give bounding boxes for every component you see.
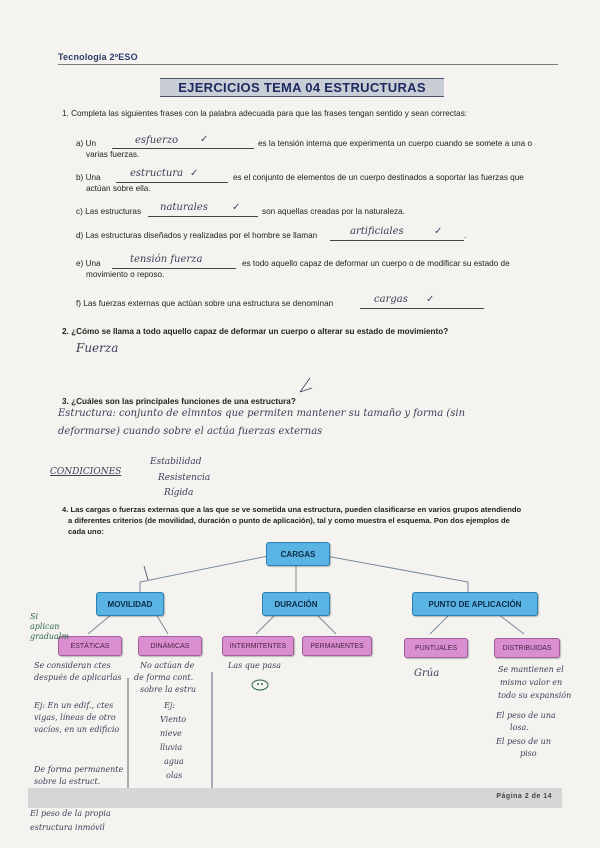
q3-condition-3: Rígida [164,488,194,498]
q1e-label: e) Una [76,259,101,268]
page-number: Página 2 de 14 [496,793,552,800]
note-estaticas-8: El peso de la propia [30,809,111,818]
q1d-text: . [464,231,467,240]
q3-answer-line1: Estructura: conjunto de elmntos que permiten mantener su tamaño y forma (sin [58,408,466,419]
doodle-icon [250,678,270,692]
q1c-text: son aquellas creadas por la naturaleza. [262,207,405,216]
note-estaticas-2: después de aplicarlas [34,673,122,682]
note-distribuidas-3: todo su expansión [498,691,572,700]
note-dinamicas-6: nieve [160,729,182,738]
note-estaticas-4: vigas, líneas de otro [34,713,116,722]
q1c-blank[interactable] [148,216,258,217]
check-mark-icon: ✓ [190,168,199,179]
q1e-answer: tensión fuerza [130,254,203,265]
note-dinamicas-5: Viento [160,715,187,724]
header-rule [58,64,558,65]
q1f-blank[interactable] [360,308,484,309]
subject-header: Tecnología 2ºESO [58,52,138,62]
diagram-leaf-intermitentes: INTERMITENTES [222,636,294,656]
page-title: EJERCICIOS TEMA 04 ESTRUCTURAS [160,78,444,97]
note-estaticas-7: sobre la estruct. [34,777,101,786]
diagram-leaf-estaticas: ESTÁTICAS [58,636,122,656]
q4-question-line3: cada uno: [68,527,104,536]
diagram-leaf-puntuales: PUNTUALES [404,638,468,658]
q1d-blank[interactable] [330,240,464,241]
q3-conditions-label: CONDICIONES [50,467,122,477]
note-estaticas-3: Ej: En un edif., ctes [34,701,114,710]
q1a-answer: esfuerzo [135,135,179,146]
check-mark-icon: ✓ [232,202,241,213]
q1e-text: es todo aquello capaz de deformar un cuerpo o de modificar su estado de [242,259,510,268]
note-dinamicas-2: de forma cont. [134,673,194,682]
q1a-label: a) Un [76,139,97,148]
note-distribuidas-6: El peso de un [496,737,551,746]
diagram-group-punto-aplicacion: PUNTO DE APLICACIÓN [412,592,538,616]
diagram-leaf-permanentes: PERMANENTES [302,636,372,656]
diagram-root-cargas: CARGAS [266,542,330,566]
q1d-answer: artificiales [350,226,404,237]
q1a-text: es la tensión interna que experimenta un cuerpo cuando se somete a una o [258,139,533,148]
note-dinamicas-4: Ej: [164,701,176,710]
check-mark-icon: ✓ [434,226,443,237]
q1f-answer: cargas [374,294,408,305]
q4-question-line2: a diferentes criterios (de movilidad, duración o punto de aplicación), tal y como muestra el esquema. Pon dos ejemplos de [68,516,510,525]
q1a-text2: varias fuerzas. [86,150,140,159]
q3-answer-line2: deformarse) cuando sobre el actúa fuerzas externas [58,426,323,437]
q1b-text2: actúan sobre ella. [86,184,151,193]
check-mark-icon: ✓ [200,134,209,145]
note-distribuidas-2: mismo valor en [500,678,563,687]
note-side: Si aplican gradualm [30,612,69,641]
q4-question-line1: 4. Las cargas o fuerzas externas que a las que se ve sometida una estructura, pueden clasificarse en varios grupos atendiendo [62,505,522,514]
q1b-label: b) Una [76,173,101,182]
q2-answer: Fuerza [76,341,119,355]
check-mark-icon: ✓ [426,294,435,305]
diagram-leaf-dinamicas: DINÁMICAS [138,636,202,656]
note-puntuales: Grúa [414,668,440,679]
note-dinamicas-7: lluvia [160,743,183,752]
q3-question: 3. ¿Cuáles son las principales funciones de una estructura? [62,397,296,406]
note-intermitentes: Las que pasa [228,661,282,670]
note-estaticas-1: Se consideran ctes [34,661,111,670]
q1b-answer: estructura [130,168,184,179]
note-dinamicas-8: agua [164,757,184,766]
q1d-label: d) Las estructuras diseñados y realizadas por el hombre se llaman [76,231,318,240]
q3-condition-1: Estabilidad [150,457,202,467]
q1f-label: f) Las fuerzas externas que actúan sobre una estructura se denominan [76,299,334,308]
note-distribuidas-4: El peso de una [496,711,556,720]
q1c-answer: naturales [160,202,208,213]
note-dinamicas-9: olas [166,771,183,780]
diagram-group-movilidad: MOVILIDAD [96,592,164,616]
note-distribuidas-1: Se mantienen el [498,665,564,674]
q1e-text2: movimiento o reposo. [86,270,165,279]
note-dinamicas-3: sobre la estru [140,685,197,694]
note-dinamicas-1: No actúan de [140,661,195,670]
q1b-text: es el conjunto de elementos de un cuerpo destinados a soportar las fuerzas que [233,173,524,182]
diagram-leaf-distribuidas: DISTRIBUIDAS [494,638,560,658]
q2-question: 2. ¿Cómo se llama a todo aquello capaz de deformar un cuerpo o alterar su estado de movimiento? [62,327,449,336]
diagram-group-duracion: DURACIÓN [262,592,330,616]
q3-condition-2: Resistencia [158,473,211,483]
note-estaticas-5: vacíos, en un edificio [34,725,120,734]
note-distribuidas-5: losa. [510,723,529,732]
note-estaticas-9: estructura inmóvil [30,823,105,832]
note-distribuidas-7: piso [520,749,537,758]
footer-band [28,788,562,808]
q1-instruction: 1. Completa las siguientes frases con la palabra adecuada para que las frases tengan sentido y sean correctas: [62,109,468,118]
q1c-label: c) Las estructuras [76,207,142,216]
note-estaticas-6: De forma permanente [34,765,124,774]
